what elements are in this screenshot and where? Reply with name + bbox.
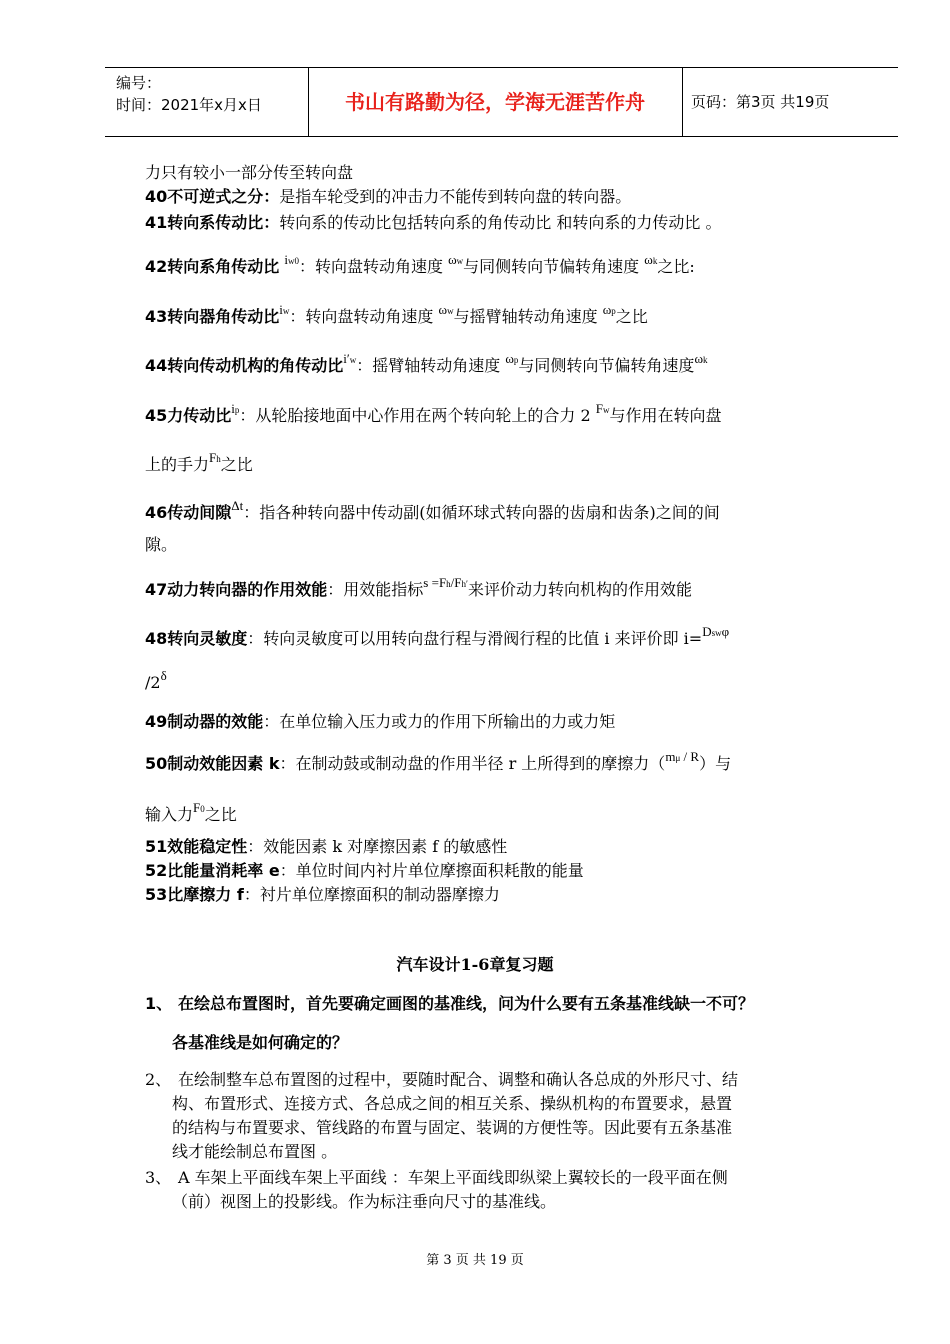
symbol-text: F bbox=[209, 450, 217, 465]
definition-text: 与同侧转向节偏转角速度 bbox=[463, 257, 640, 276]
definition-51 bbox=[145, 834, 507, 857]
definition-45-cont bbox=[145, 452, 253, 475]
definition-43 bbox=[145, 304, 648, 327]
definition-46-cont: 隙。 bbox=[145, 535, 178, 554]
symbol-sub: h bbox=[446, 579, 451, 589]
symbol-sub: w bbox=[456, 256, 464, 266]
page-header bbox=[105, 67, 898, 137]
definition-text: 上的手力 bbox=[145, 455, 210, 474]
definition-41 bbox=[145, 210, 721, 233]
definition-50 bbox=[145, 751, 731, 774]
term: 53比摩擦力 f bbox=[145, 885, 244, 904]
symbol-text: s =F bbox=[423, 575, 447, 590]
symbol-delta: δ bbox=[160, 668, 167, 683]
definition-49 bbox=[145, 709, 615, 732]
term: 52比能量消耗率 e bbox=[145, 861, 280, 880]
symbol-sub: p bbox=[513, 355, 519, 365]
symbol-Fw bbox=[596, 401, 610, 416]
definition-text: ）与 bbox=[699, 754, 732, 773]
header-page-info: 页码：第3页 共19页 bbox=[691, 93, 830, 111]
header-divider bbox=[682, 68, 683, 136]
term: 46传动间隙 bbox=[145, 503, 232, 522]
symbol-text: i bbox=[284, 252, 288, 267]
symbol-omega-k bbox=[694, 351, 707, 366]
symbol-m-mu-R bbox=[665, 749, 699, 764]
term: 50制动效能因素 k bbox=[145, 754, 280, 773]
symbol-omega-w bbox=[439, 302, 454, 317]
symbol-iw-prime bbox=[343, 351, 356, 366]
definition-45 bbox=[145, 403, 722, 426]
term: 47动力转向器的作用效能 bbox=[145, 580, 328, 599]
symbol-sub: p bbox=[234, 405, 240, 415]
definition-text: 来评价动力转向机构的作用效能 bbox=[467, 580, 692, 599]
section-title: 汽车设计1-6章复习题 bbox=[396, 955, 554, 974]
definition-53 bbox=[145, 882, 500, 905]
term: 44转向传动机构的角传动比 bbox=[145, 356, 344, 375]
definition-text: 与同侧转向节偏转角速度 bbox=[518, 356, 695, 375]
symbol-text: m bbox=[665, 749, 676, 764]
symbol-F0 bbox=[193, 800, 205, 815]
doc-number-label: 编号： bbox=[116, 74, 162, 92]
definition-text: 与摇臂轴转动角速度 bbox=[453, 307, 598, 326]
header-meta bbox=[116, 72, 262, 116]
definition-text: ：衬片单位摩擦面积的制动器摩擦力 bbox=[243, 885, 500, 904]
term: 43转向器角传动比 bbox=[145, 307, 280, 326]
symbol-sub: w bbox=[282, 306, 290, 316]
definition-text: 之比 bbox=[220, 455, 253, 474]
text-line: 力只有较小一部分传至转向盘 bbox=[145, 163, 354, 182]
answer-3-line: A 车架上平面线车架上平面线 ：车架上平面线即纵梁上翼较长的一段平面在侧 bbox=[178, 1168, 728, 1187]
term: 48转向灵敏度 bbox=[145, 629, 248, 648]
answer-2-line: 的结构与布置要求、管线路的布置与固定、装调的方便性等。因此要有五条基准 bbox=[172, 1118, 733, 1137]
definition-text: ：效能因素 k 对摩擦因素 f 的敏感性 bbox=[247, 837, 508, 856]
symbol-sub: p bbox=[611, 306, 616, 316]
symbol-text: ω bbox=[644, 252, 653, 267]
page-footer: 第 3 页 共 19 页 bbox=[426, 1253, 524, 1268]
symbol-text: / R bbox=[680, 749, 700, 764]
symbol-Fh bbox=[209, 450, 221, 465]
symbol-sub: w bbox=[603, 405, 610, 415]
definition-text: ：从轮胎接地面中心作用在两个转向轮上的合力 2 bbox=[239, 406, 591, 425]
symbol-iw bbox=[279, 302, 289, 317]
symbol-text: ω bbox=[448, 252, 457, 267]
definition-46 bbox=[145, 500, 720, 523]
symbol-text: i′ bbox=[343, 351, 350, 366]
definition-text: 转向系的传动比包括转向系的角传动比 和转向系的力传动比 。 bbox=[279, 213, 722, 232]
definition-40 bbox=[145, 184, 631, 207]
symbol-text: /F bbox=[450, 575, 462, 590]
doc-time-label: 时间：2021年x月x日 bbox=[116, 96, 262, 114]
term: 41转向系传动比： bbox=[145, 213, 280, 232]
symbol-sub: k bbox=[703, 355, 708, 365]
answer-2-number: 2、 bbox=[145, 1070, 172, 1089]
symbol-text: D bbox=[702, 624, 712, 639]
definition-44 bbox=[145, 353, 708, 376]
symbol-text: ω bbox=[694, 351, 703, 366]
definition-48-cont bbox=[145, 668, 167, 692]
definition-text: 与作用在转向盘 bbox=[609, 406, 722, 425]
formula-s bbox=[423, 575, 468, 590]
header-motto: 书山有路勤为径，学海无涯苦作舟 bbox=[345, 90, 645, 114]
definition-text: ：指各种转向器中传动副(如循环球式转向器的齿扇和齿条)之间的间 bbox=[243, 503, 720, 522]
definition-text: 之比: bbox=[657, 257, 695, 276]
term: 51效能稳定性 bbox=[145, 837, 248, 856]
term: 42转向系角传动比 bbox=[145, 257, 280, 276]
definition-text: /2 bbox=[145, 673, 161, 692]
symbol-sub: sw bbox=[711, 628, 722, 638]
definition-48 bbox=[145, 626, 729, 649]
answer-3-number: 3、 bbox=[145, 1168, 172, 1187]
definition-text: ：转向盘转动角速度 bbox=[299, 257, 444, 276]
definition-text: ：摇臂轴转动角速度 bbox=[356, 356, 501, 375]
symbol-sub: h′ bbox=[461, 579, 468, 589]
symbol-omega-p bbox=[603, 302, 616, 317]
symbol-sub: h bbox=[216, 454, 221, 464]
symbol-text: i bbox=[279, 302, 283, 317]
definition-text: ：转向灵敏度可以用转向盘行程与滑阀行程的比值 i 来评价即 i= bbox=[247, 629, 703, 648]
definition-text: ：用效能指标 bbox=[327, 580, 424, 599]
definition-text: 输入力 bbox=[145, 805, 194, 824]
symbol-omega-w bbox=[448, 252, 463, 267]
answer-2-line: 线才能绘制总布置图 。 bbox=[172, 1142, 338, 1161]
definition-text: ：在单位输入压力或力的作用下所输出的力或力矩 bbox=[263, 712, 616, 731]
definition-text: 之比 bbox=[615, 307, 648, 326]
definition-text: 是指车轮受到的冲击力不能传到转向盘的转向器。 bbox=[279, 187, 632, 206]
symbol-sub: μ bbox=[675, 753, 681, 763]
symbol-iw0 bbox=[284, 252, 299, 267]
question-1-number: 1、 bbox=[145, 994, 173, 1013]
symbol-sub: 0 bbox=[200, 804, 205, 814]
symbol-sub: w bbox=[349, 355, 357, 365]
symbol-text: ω bbox=[438, 302, 448, 317]
answer-3-line: （前）视图上的投影线。作为标注垂向尺寸的基准线。 bbox=[172, 1192, 557, 1211]
term: 40不可逆式之分： bbox=[145, 187, 280, 206]
answer-2-line: 构、布置形式、连接方式、各总成之间的相互关系、操纵机构的布置要求，悬置 bbox=[172, 1094, 733, 1113]
question-1-line: 各基准线是如何确定的？ bbox=[172, 1033, 349, 1052]
answer-2-line: 在绘制整车总布置图的过程中，要随时配合、调整和确认各总成的外形尺寸、结 bbox=[178, 1070, 739, 1089]
symbol-sub: w bbox=[447, 306, 454, 316]
symbol-sub: w0 bbox=[288, 256, 299, 266]
definition-52 bbox=[145, 858, 584, 881]
definition-text: ：单位时间内衬片单位摩擦面积耗散的能量 bbox=[279, 861, 584, 880]
symbol-omega-p bbox=[505, 351, 518, 366]
symbol-Dsw bbox=[702, 624, 729, 639]
definition-42 bbox=[145, 254, 695, 277]
symbol-text: i bbox=[231, 401, 235, 416]
symbol-text: F bbox=[595, 401, 604, 416]
definition-50-cont bbox=[145, 802, 237, 825]
symbol-delta-t: Δt bbox=[231, 498, 244, 513]
question-1-line: 在绘总布置图时，首先要确定画图的基准线，问为什么要有五条基准线缺一不可？ bbox=[178, 994, 755, 1013]
symbol-sub: k bbox=[652, 256, 658, 266]
symbol-ip bbox=[231, 401, 239, 416]
symbol-text: ω bbox=[505, 351, 514, 366]
definition-text: ：在制动鼓或制动盘的作用半径 r 上所得到的摩擦力（ bbox=[279, 754, 666, 773]
symbol-text: ω bbox=[602, 302, 612, 317]
definition-text: ：转向盘转动角速度 bbox=[289, 307, 434, 326]
term: 45力传动比 bbox=[145, 406, 232, 425]
symbol-text: φ bbox=[721, 624, 730, 639]
definition-text: 之比 bbox=[204, 805, 237, 824]
term: 49制动器的效能 bbox=[145, 712, 264, 731]
symbol-text: F bbox=[193, 800, 201, 815]
symbol-omega-k bbox=[644, 252, 657, 267]
definition-47 bbox=[145, 577, 692, 600]
